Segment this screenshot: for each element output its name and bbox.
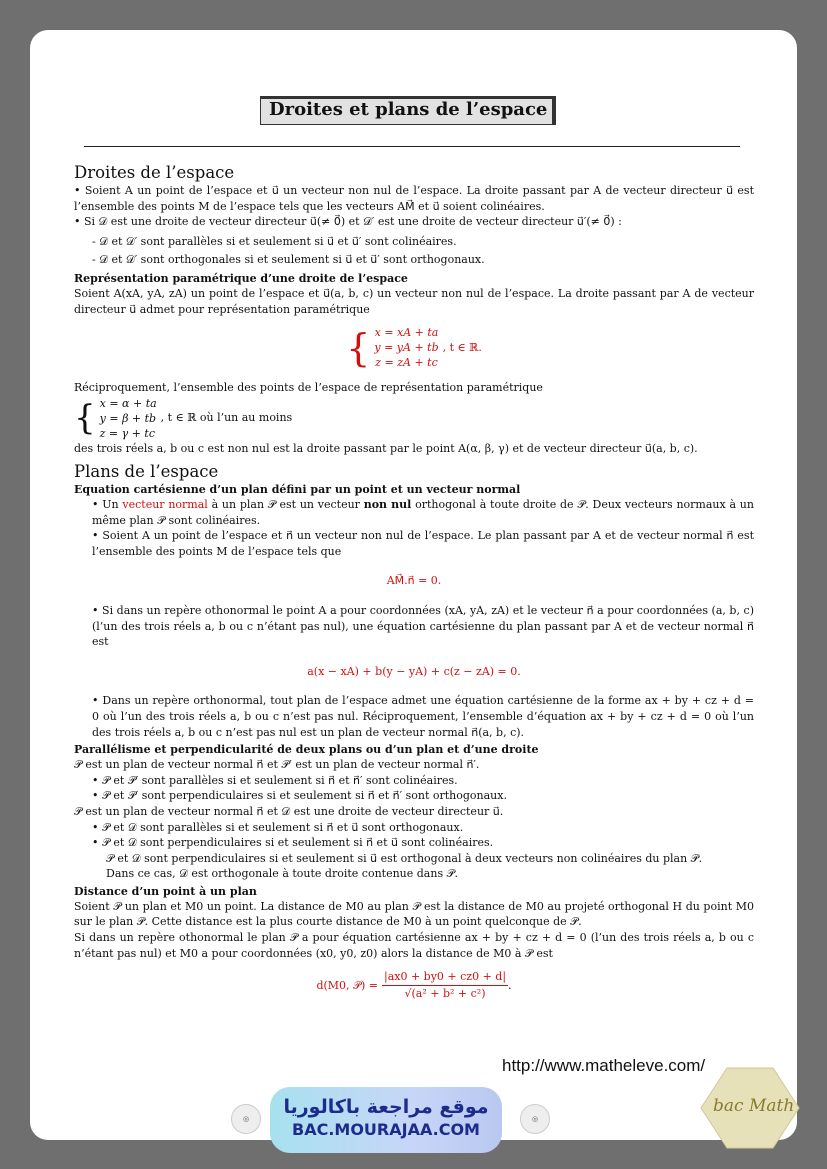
paragraph: 𝒫 est un plan de vecteur normal n⃗ et 𝒫′ est un plan de vecteur normal n⃗′. bbox=[74, 758, 480, 772]
subsection-heading: Représentation paramétrique d’une droite de l’espace bbox=[74, 271, 408, 285]
list-item: • Si dans un repère othonormal le point A a pour coordonnées (xA, yA, zA) et le vecteur n⃗ a pour coordonnées (a, b, c) (l’un des trois réels a, b ou c n’étant pas nul), une équation cartésienne du plan passant par A et de vecteur normal n⃗ est bbox=[92, 603, 754, 649]
section-heading: Plans de l’espace bbox=[74, 462, 219, 481]
equation: d(M0, 𝒫) = $\frac{|ax0 + by0 + cz0 + d|}{\text{√(a² + b² + c²)}}$ . bbox=[316, 970, 512, 1000]
site-logo-right: ◎ bbox=[520, 1104, 550, 1134]
equation-line: y = β + tb bbox=[99, 411, 157, 425]
highlight: vecteur normal bbox=[122, 498, 208, 511]
equation-line: z = zA + tc bbox=[375, 356, 438, 370]
list-item: • 𝒫 et 𝒫′ sont parallèles si et seulement si n⃗ et n⃗′ sont colinéaires. bbox=[92, 773, 458, 787]
section-plans bbox=[74, 462, 754, 1001]
bold-text: non nul bbox=[363, 498, 412, 511]
list-item bbox=[74, 497, 754, 528]
document-page bbox=[30, 30, 797, 1140]
text: • Un bbox=[92, 498, 123, 511]
equation-line: y = yA + tb bbox=[374, 341, 439, 355]
title-box bbox=[260, 96, 556, 125]
subsection-heading: Distance d’un point à un plan bbox=[74, 884, 257, 898]
paragraph: Réciproquement, l’ensemble des points de l’espace de représentation paramétrique { x = α + ta y = β + tb z = γ + tc , t ∈ ℝ où l’un au moins bbox=[74, 381, 543, 440]
equation-line: z = γ + tc bbox=[99, 426, 156, 440]
equation: AM⃗.n⃗ = 0. bbox=[386, 574, 442, 588]
paragraph: 𝒫 est un plan de vecteur normal n⃗ et 𝒟 est une droite de vecteur directeur u⃗. bbox=[74, 804, 504, 818]
equation-line: x = xA + ta bbox=[374, 326, 439, 340]
list-item: • 𝒫 et 𝒟 sont parallèles si et seulement si n⃗ et u⃗ sont orthogonaux. bbox=[92, 820, 464, 834]
badge-arabic-text: موقع مراجعة باكالوريا bbox=[283, 1096, 489, 1118]
footer-url[interactable]: http://www.matheleve.com/ bbox=[502, 1056, 706, 1075]
list-item: • Dans un repère orthonormal, tout plan de l’espace admet une équation cartésienne de la forme ax + by + cz + d = 0 où l’un des trois réels a, b ou c n’est pas nul. Réciproquement, l’ensemble d’équation ax + by + cz + d = 0 où l’un des trois réels a, b ou c n’est pas nul est un plan de vecteur normal n⃗(a, b, c). bbox=[92, 694, 754, 739]
bacmath-logo bbox=[697, 1066, 801, 1150]
paragraph: des trois réels a, b ou c est non nul est la droite passant par le point A(α, β, γ) et de vecteur directeur u⃗(a, b, c). bbox=[74, 441, 698, 455]
fraction-denominator: √(a² + b² + c²) bbox=[404, 986, 486, 1000]
equation-line: x = α + ta bbox=[99, 396, 157, 410]
subsection-heading: Equation cartésienne d’un plan défini par un point et un vecteur normal bbox=[74, 483, 521, 496]
list-item: Dans ce cas, 𝒟 est orthogonale à toute droite contenue dans 𝒫. bbox=[106, 867, 459, 881]
list-item: - 𝒟 et 𝒟′ sont parallèles si et seulement si u⃗ et u⃗′ sont colinéaires. bbox=[92, 234, 457, 248]
equation-lhs: d(M0, 𝒫) = bbox=[316, 978, 378, 992]
title-rule bbox=[84, 146, 740, 147]
equation-system: { x = xA + ta y = yA + tb z = zA + tc , t ∈ ℝ. bbox=[346, 325, 482, 370]
logo-text: bac Math bbox=[713, 1096, 795, 1116]
subsection-heading: Parallélisme et perpendicularité de deux plans ou d’un plan et d’une droite bbox=[74, 743, 539, 757]
paragraph: • Soient A un point de l’espace et u⃗ un vecteur non nul de l’espace. La droite passant par A de vecteur directeur u⃗ est l’ensemble des points M de l’espace tels que les vecteurs AM⃗ et u⃗ soient colinéaires. bbox=[74, 184, 754, 213]
list-item: 𝒫 et 𝒟 sont perpendiculaires si et seulement si u⃗ est orthogonal à deux vecteurs non colinéaires du plan 𝒫. bbox=[106, 851, 703, 865]
list-item: - 𝒟 et 𝒟′ sont orthogonales si et seulement si u⃗ et u⃗′ sont orthogonaux. bbox=[92, 253, 485, 267]
badge-latin-text: BAC.MOURAJAA.COM bbox=[292, 1120, 480, 1139]
equation: a(x − xA) + b(y − yA) + c(z − zA) = 0. bbox=[307, 664, 521, 678]
equation-suffix: , t ∈ ℝ. bbox=[442, 340, 482, 354]
list-item: • 𝒫 et 𝒫′ sont perpendiculaires si et seulement si n⃗ et n⃗′ sont orthogonaux. bbox=[92, 789, 507, 803]
section-droites bbox=[74, 163, 754, 456]
site-badge[interactable] bbox=[270, 1087, 502, 1153]
text: orthogonal à toute droite de 𝒫. Deux vecteurs normaux à un même plan 𝒫 sont colinéaires. bbox=[92, 498, 754, 527]
paragraph: Soient 𝒫 un plan et M0 un point. La distance de M0 au plan 𝒫 est la distance de M0 au projeté orthogonal H du point M0 sur le plan 𝒫. Cette distance est la plus courte distance de M0 à un point quelconque de 𝒫. bbox=[74, 899, 754, 929]
list-item: • Soient A un point de l’espace et n⃗ un vecteur non nul de l’espace. Le plan passant par A et de vecteur normal n⃗ est l’ensemble des points M de l’espace tels que bbox=[92, 529, 754, 558]
list-item: • 𝒫 et 𝒟 sont perpendiculaires si et seulement si n⃗ et u⃗ sont colinéaires. bbox=[92, 836, 494, 850]
text: Réciproquement, l’ensemble des points de l’espace de représentation paramétrique bbox=[74, 381, 543, 395]
site-logo-left: ◎ bbox=[231, 1104, 261, 1134]
text: à un plan 𝒫 est un vecteur bbox=[207, 498, 364, 511]
fraction-numerator: |ax0 + by0 + cz0 + d| bbox=[382, 969, 508, 986]
equation-suffix: , t ∈ ℝ où l’un au moins bbox=[160, 411, 293, 425]
page-title: Droites et plans de l’espace bbox=[260, 96, 556, 125]
section-heading: Droites de l’espace bbox=[74, 163, 235, 182]
paragraph: Soient A(xA, yA, zA) un point de l’espace et u⃗(a, b, c) un vecteur non nul de l’espace. La droite passant par A de vecteur directeur u⃗ admet pour représentation paramétrique bbox=[74, 286, 754, 316]
paragraph: Si dans un repère othonormal le plan 𝒫 a pour équation cartésienne ax + by + cz + d = 0 (l’un des trois réels a, b ou c n’étant pas nul) et M0 a pour coordonnées (x0, y0, z0) alors la distance de M0 à 𝒫 est bbox=[74, 931, 754, 960]
paragraph: • Si 𝒟 est une droite de vecteur directeur u⃗(≠ 0⃗) et 𝒟′ est une droite de vecteur directeur u⃗′(≠ 0⃗) : bbox=[74, 215, 622, 229]
